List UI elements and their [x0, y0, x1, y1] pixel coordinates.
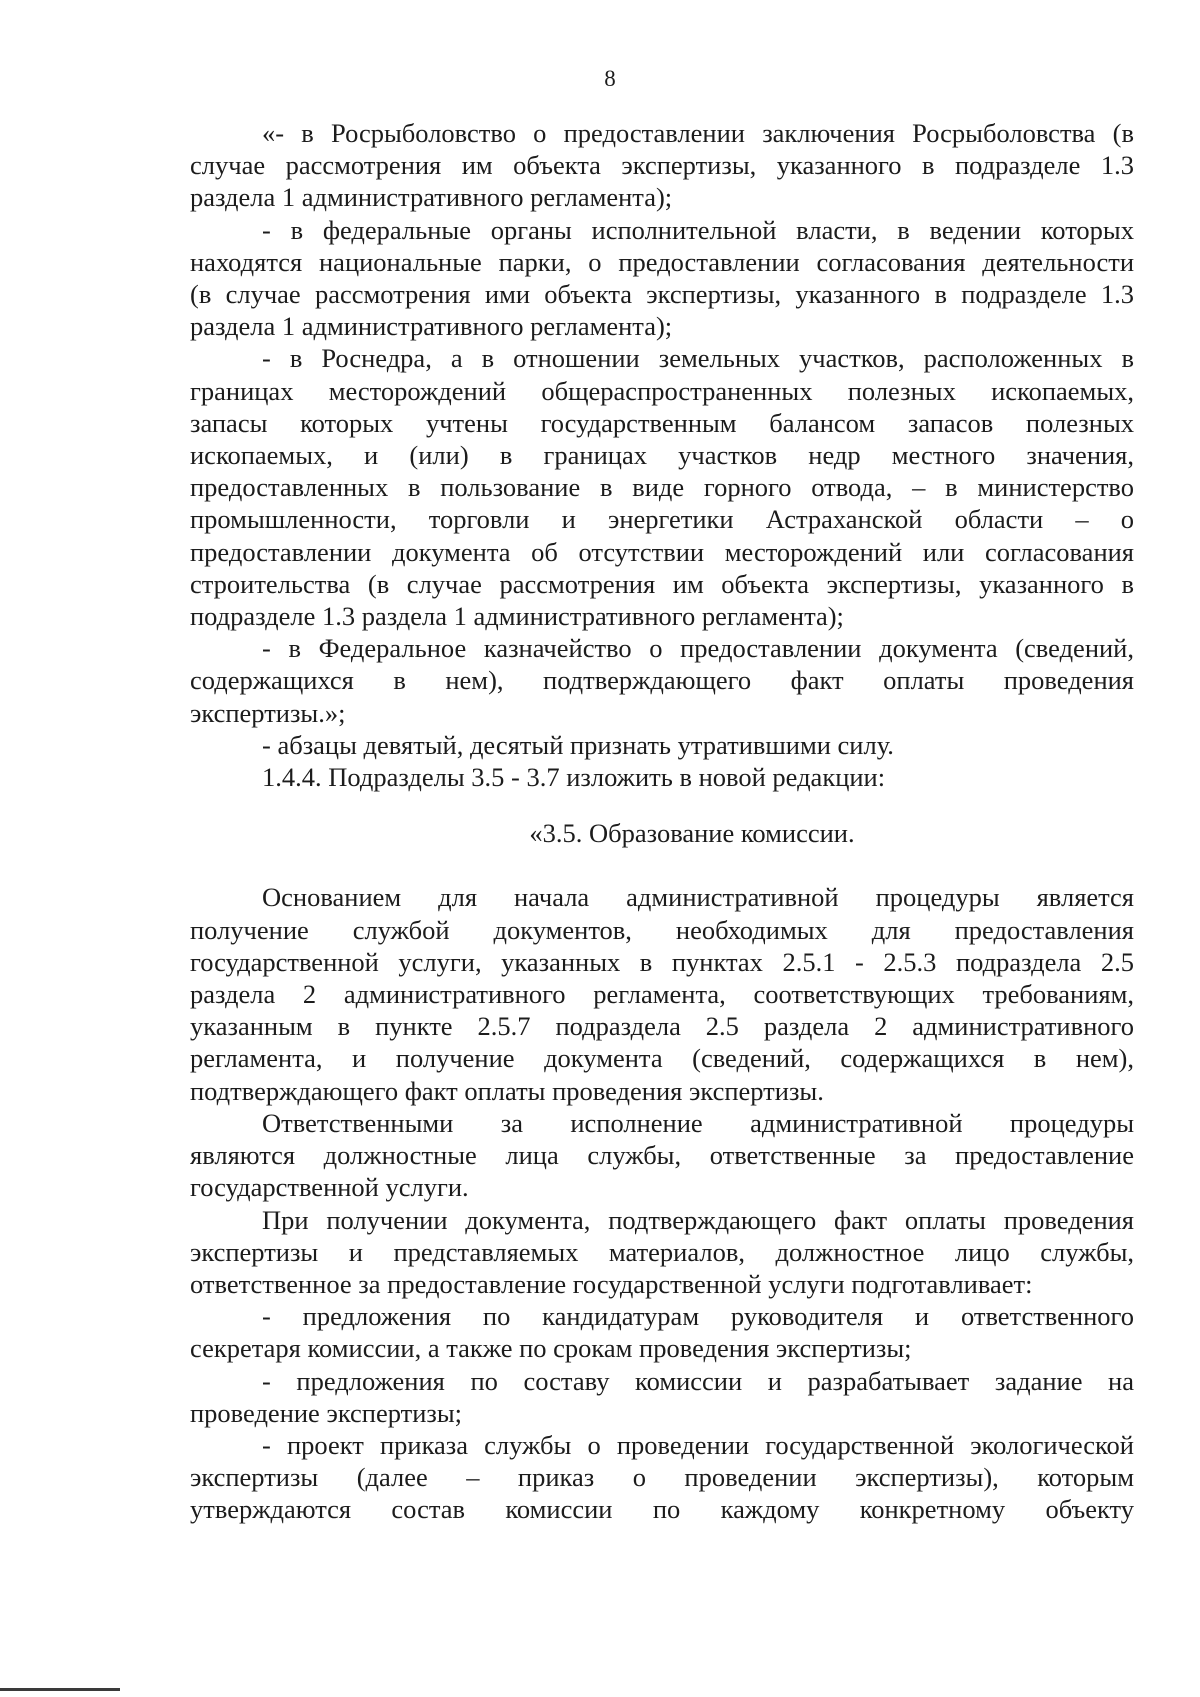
text-line: «3.5. Образование комиссии. — [529, 818, 855, 849]
text-line: ответственное за предоставление государственной услуги подготавливает: — [190, 1268, 1033, 1299]
text-line: - проект приказа службы о проведении государственной экологической — [262, 1429, 1134, 1460]
paragraph — [190, 1365, 1134, 1429]
text-line: секретаря комиссии, а также по срокам проведения экспертизы; — [190, 1333, 912, 1364]
paragraph — [190, 632, 1134, 729]
text-line: Ответственными за исполнение административной процедуры — [262, 1107, 1134, 1138]
text-line: - предложения по кандидатурам руководителя и ответственного — [262, 1301, 1134, 1332]
text-line: - в Роснедра, а в отношении земельных участков, расположенных в — [262, 343, 1134, 374]
text-line: экспертизы.»; — [190, 697, 346, 728]
text-line: - абзацы девятый, десятый признать утратившими силу. — [262, 729, 894, 760]
paragraph — [190, 1429, 1134, 1526]
text-line: экспертизы и представляемых материалов, должностное лицо службы, — [190, 1236, 1134, 1267]
document-body — [190, 117, 1134, 1526]
text-line: предоставлении документа об отсутствии месторождений или согласования — [190, 536, 1134, 567]
text-line: указанным в пункте 2.5.7 подраздела 2.5 раздела 2 административного — [190, 1011, 1134, 1042]
text-line: промышленности, торговли и энергетики Астраханской области – о — [190, 504, 1134, 535]
paragraph — [190, 342, 1134, 632]
text-line: государственной услуги, указанных в пунктах 2.5.1 - 2.5.3 подраздела 2.5 — [190, 946, 1134, 977]
text-line: случае рассмотрения им объекта экспертизы, указанного в подразделе 1.3 — [190, 150, 1134, 181]
text-line: подтверждающего факт оплаты проведения экспертизы. — [190, 1075, 824, 1106]
paragraph — [190, 1300, 1134, 1364]
text-line: содержащихся в нем), подтверждающего факт оплаты проведения — [190, 665, 1134, 696]
section-heading — [190, 817, 1134, 849]
text-line: регламента, и получение документа (сведений, содержащихся в нем), — [190, 1043, 1134, 1074]
paragraph — [190, 881, 1134, 1106]
text-line: - предложения по составу комиссии и разрабатывает задание на — [262, 1365, 1134, 1396]
text-line: экспертизы (далее – приказ о проведении экспертизы), которым — [190, 1462, 1134, 1493]
text-line: Основанием для начала административной процедуры является — [262, 882, 1134, 913]
paragraph — [190, 1107, 1134, 1204]
text-line: 1.4.4. Подразделы 3.5 - 3.7 изложить в новой редакции: — [262, 762, 886, 793]
text-line: раздела 1 административного регламента); — [190, 311, 673, 342]
text-line: находятся национальные парки, о предоставлении согласования деятельности — [190, 246, 1134, 277]
text-line: подразделе 1.3 раздела 1 административного регламента); — [190, 601, 844, 632]
text-line: «- в Росрыболовство о предоставлении заключения Росрыболовства (в — [262, 118, 1134, 148]
paragraph — [190, 214, 1134, 343]
footer-rule — [0, 1688, 120, 1691]
text-line: раздела 1 административного регламента); — [190, 182, 673, 213]
text-line: (в случае рассмотрения ими объекта экспертизы, указанного в подразделе 1.3 — [190, 279, 1134, 310]
paragraph — [190, 1204, 1134, 1301]
text-line: раздела 2 административного регламента, соответствующих требованиям, — [190, 979, 1134, 1010]
text-line: являются должностные лица службы, ответственные за предоставление — [190, 1140, 1134, 1171]
text-line: - в федеральные органы исполнительной власти, в ведении которых — [262, 214, 1134, 245]
text-line: границах месторождений общераспространенных полезных ископаемых, — [190, 375, 1134, 406]
text-line: проведение экспертизы; — [190, 1397, 463, 1428]
text-line: запасы которых учтены государственным балансом запасов полезных — [190, 407, 1134, 438]
text-line: утверждаются состав комиссии по каждому конкретному объекту — [190, 1494, 1134, 1525]
text-line: - в Федеральное казначейство о предоставлении документа (сведений, — [262, 633, 1134, 664]
text-line: государственной услуги. — [190, 1172, 469, 1203]
text-line: При получении документа, подтверждающего факт оплаты проведения — [262, 1204, 1134, 1235]
page-number: 8 — [604, 66, 616, 91]
text-line: предоставленных в пользование в виде горного отвода, – в министерство — [190, 472, 1134, 503]
paragraph — [190, 761, 1134, 793]
text-line: получение службой документов, необходимых для предоставления — [190, 914, 1134, 945]
paragraph — [190, 117, 1134, 214]
text-line: строительства (в случае рассмотрения им объекта экспертизы, указанного в — [190, 568, 1134, 599]
text-line: ископаемых, и (или) в границах участков недр местного значения, — [190, 440, 1134, 471]
paragraph — [190, 729, 1134, 761]
